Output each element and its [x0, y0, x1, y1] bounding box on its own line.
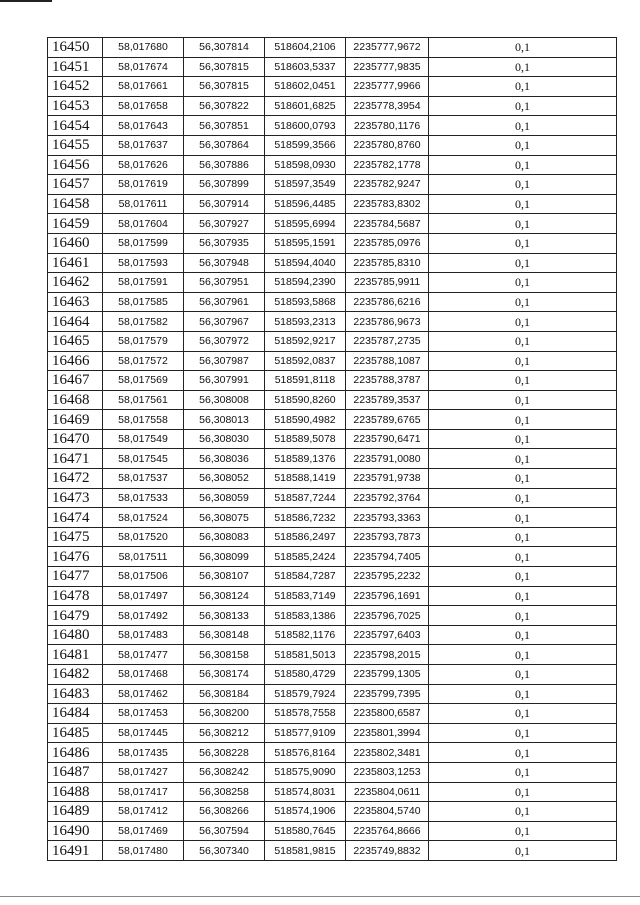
- accuracy-cell: 0,1: [429, 77, 617, 97]
- longitude-cell: 56,308258: [184, 782, 265, 802]
- table-row: [48, 273, 617, 293]
- point-number-cell: 16465: [48, 331, 103, 351]
- accuracy-cell: 0,1: [429, 194, 617, 214]
- table-row: [48, 841, 617, 861]
- point-number-cell: 16484: [48, 704, 103, 724]
- accuracy-cell: 0,1: [429, 586, 617, 606]
- x-coordinate-cell: 518587,7244: [265, 488, 346, 508]
- y-coordinate-cell: 2235780,1176: [346, 116, 429, 136]
- table-row: [48, 449, 617, 469]
- latitude-cell: 58,017477: [103, 645, 184, 665]
- accuracy-cell: 0,1: [429, 351, 617, 371]
- point-number-cell: 16472: [48, 469, 103, 489]
- longitude-cell: 56,308008: [184, 390, 265, 410]
- longitude-cell: 56,308036: [184, 449, 265, 469]
- point-number-cell: 16460: [48, 233, 103, 253]
- point-number-cell: 16456: [48, 155, 103, 175]
- y-coordinate-cell: 2235777,9672: [346, 38, 429, 58]
- latitude-cell: 58,017520: [103, 527, 184, 547]
- table-row: [48, 547, 617, 567]
- longitude-cell: 56,308148: [184, 625, 265, 645]
- accuracy-cell: 0,1: [429, 135, 617, 155]
- x-coordinate-cell: 518576,8164: [265, 743, 346, 763]
- latitude-cell: 58,017445: [103, 723, 184, 743]
- table-row: [48, 782, 617, 802]
- x-coordinate-cell: 518585,2424: [265, 547, 346, 567]
- y-coordinate-cell: 2235785,0976: [346, 233, 429, 253]
- longitude-cell: 56,307899: [184, 175, 265, 195]
- accuracy-cell: 0,1: [429, 38, 617, 58]
- point-number-cell: 16471: [48, 449, 103, 469]
- point-number-cell: 16474: [48, 508, 103, 528]
- x-coordinate-cell: 518577,9109: [265, 723, 346, 743]
- coordinates-table-body: [48, 38, 617, 861]
- longitude-cell: 56,307951: [184, 273, 265, 293]
- point-number-cell: 16459: [48, 214, 103, 234]
- latitude-cell: 58,017674: [103, 57, 184, 77]
- point-number-cell: 16455: [48, 135, 103, 155]
- latitude-cell: 58,017558: [103, 410, 184, 430]
- x-coordinate-cell: 518597,3549: [265, 175, 346, 195]
- accuracy-cell: 0,1: [429, 214, 617, 234]
- longitude-cell: 56,308099: [184, 547, 265, 567]
- accuracy-cell: 0,1: [429, 821, 617, 841]
- x-coordinate-cell: 518589,1376: [265, 449, 346, 469]
- y-coordinate-cell: 2235791,0080: [346, 449, 429, 469]
- latitude-cell: 58,017619: [103, 175, 184, 195]
- y-coordinate-cell: 2235804,0611: [346, 782, 429, 802]
- x-coordinate-cell: 518600,0793: [265, 116, 346, 136]
- point-number-cell: 16473: [48, 488, 103, 508]
- x-coordinate-cell: 518575,9090: [265, 762, 346, 782]
- latitude-cell: 58,017643: [103, 116, 184, 136]
- point-number-cell: 16477: [48, 567, 103, 587]
- point-number-cell: 16453: [48, 96, 103, 116]
- longitude-cell: 56,307851: [184, 116, 265, 136]
- latitude-cell: 58,017599: [103, 233, 184, 253]
- latitude-cell: 58,017427: [103, 762, 184, 782]
- accuracy-cell: 0,1: [429, 782, 617, 802]
- point-number-cell: 16481: [48, 645, 103, 665]
- y-coordinate-cell: 2235794,7405: [346, 547, 429, 567]
- table-row: [48, 606, 617, 626]
- longitude-cell: 56,308075: [184, 508, 265, 528]
- x-coordinate-cell: 518583,1386: [265, 606, 346, 626]
- x-coordinate-cell: 518592,0837: [265, 351, 346, 371]
- table-row: [48, 351, 617, 371]
- y-coordinate-cell: 2235785,9911: [346, 273, 429, 293]
- longitude-cell: 56,308013: [184, 410, 265, 430]
- latitude-cell: 58,017483: [103, 625, 184, 645]
- x-coordinate-cell: 518582,1176: [265, 625, 346, 645]
- x-coordinate-cell: 518574,8031: [265, 782, 346, 802]
- accuracy-cell: 0,1: [429, 841, 617, 861]
- table-row: [48, 253, 617, 273]
- longitude-cell: 56,308158: [184, 645, 265, 665]
- point-number-cell: 16488: [48, 782, 103, 802]
- point-number-cell: 16457: [48, 175, 103, 195]
- latitude-cell: 58,017561: [103, 390, 184, 410]
- latitude-cell: 58,017545: [103, 449, 184, 469]
- longitude-cell: 56,307815: [184, 77, 265, 97]
- y-coordinate-cell: 2235797,6403: [346, 625, 429, 645]
- longitude-cell: 56,308083: [184, 527, 265, 547]
- latitude-cell: 58,017604: [103, 214, 184, 234]
- longitude-cell: 56,308052: [184, 469, 265, 489]
- point-number-cell: 16489: [48, 802, 103, 822]
- y-coordinate-cell: 2235793,7873: [346, 527, 429, 547]
- point-number-cell: 16468: [48, 390, 103, 410]
- y-coordinate-cell: 2235782,9247: [346, 175, 429, 195]
- x-coordinate-cell: 518588,1419: [265, 469, 346, 489]
- accuracy-cell: 0,1: [429, 802, 617, 822]
- latitude-cell: 58,017480: [103, 841, 184, 861]
- table-row: [48, 527, 617, 547]
- table-row: [48, 645, 617, 665]
- table-row: [48, 116, 617, 136]
- longitude-cell: 56,307340: [184, 841, 265, 861]
- y-coordinate-cell: 2235801,3994: [346, 723, 429, 743]
- x-coordinate-cell: 518598,0930: [265, 155, 346, 175]
- table-row: [48, 567, 617, 587]
- accuracy-cell: 0,1: [429, 488, 617, 508]
- point-number-cell: 16476: [48, 547, 103, 567]
- point-number-cell: 16450: [48, 38, 103, 58]
- point-number-cell: 16483: [48, 684, 103, 704]
- latitude-cell: 58,017661: [103, 77, 184, 97]
- x-coordinate-cell: 518590,4982: [265, 410, 346, 430]
- latitude-cell: 58,017497: [103, 586, 184, 606]
- table-row: [48, 704, 617, 724]
- coordinates-table: [47, 37, 617, 861]
- latitude-cell: 58,017680: [103, 38, 184, 58]
- y-coordinate-cell: 2235777,9966: [346, 77, 429, 97]
- point-number-cell: 16478: [48, 586, 103, 606]
- y-coordinate-cell: 2235777,9835: [346, 57, 429, 77]
- x-coordinate-cell: 518579,7924: [265, 684, 346, 704]
- y-coordinate-cell: 2235803,1253: [346, 762, 429, 782]
- longitude-cell: 56,307886: [184, 155, 265, 175]
- accuracy-cell: 0,1: [429, 253, 617, 273]
- y-coordinate-cell: 2235764,8666: [346, 821, 429, 841]
- x-coordinate-cell: 518580,7645: [265, 821, 346, 841]
- y-coordinate-cell: 2235792,3764: [346, 488, 429, 508]
- longitude-cell: 56,307815: [184, 57, 265, 77]
- bottom-rule: [0, 896, 640, 897]
- x-coordinate-cell: 518591,8118: [265, 371, 346, 391]
- table-row: [48, 233, 617, 253]
- longitude-cell: 56,308184: [184, 684, 265, 704]
- table-row: [48, 723, 617, 743]
- latitude-cell: 58,017585: [103, 292, 184, 312]
- accuracy-cell: 0,1: [429, 508, 617, 528]
- latitude-cell: 58,017524: [103, 508, 184, 528]
- y-coordinate-cell: 2235780,8760: [346, 135, 429, 155]
- latitude-cell: 58,017469: [103, 821, 184, 841]
- y-coordinate-cell: 2235802,3481: [346, 743, 429, 763]
- latitude-cell: 58,017626: [103, 155, 184, 175]
- longitude-cell: 56,307914: [184, 194, 265, 214]
- y-coordinate-cell: 2235784,5687: [346, 214, 429, 234]
- point-number-cell: 16475: [48, 527, 103, 547]
- x-coordinate-cell: 518580,4729: [265, 665, 346, 685]
- table-row: [48, 390, 617, 410]
- table-row: [48, 508, 617, 528]
- longitude-cell: 56,308133: [184, 606, 265, 626]
- table-row: [48, 292, 617, 312]
- y-coordinate-cell: 2235796,7025: [346, 606, 429, 626]
- longitude-cell: 56,308124: [184, 586, 265, 606]
- table-row: [48, 586, 617, 606]
- x-coordinate-cell: 518590,8260: [265, 390, 346, 410]
- point-number-cell: 16466: [48, 351, 103, 371]
- y-coordinate-cell: 2235778,3954: [346, 96, 429, 116]
- y-coordinate-cell: 2235793,3363: [346, 508, 429, 528]
- latitude-cell: 58,017549: [103, 429, 184, 449]
- point-number-cell: 16461: [48, 253, 103, 273]
- latitude-cell: 58,017591: [103, 273, 184, 293]
- longitude-cell: 56,307927: [184, 214, 265, 234]
- x-coordinate-cell: 518574,1906: [265, 802, 346, 822]
- x-coordinate-cell: 518593,5868: [265, 292, 346, 312]
- accuracy-cell: 0,1: [429, 312, 617, 332]
- point-number-cell: 16467: [48, 371, 103, 391]
- x-coordinate-cell: 518583,7149: [265, 586, 346, 606]
- longitude-cell: 56,307822: [184, 96, 265, 116]
- table-row: [48, 312, 617, 332]
- accuracy-cell: 0,1: [429, 155, 617, 175]
- table-row: [48, 410, 617, 430]
- point-number-cell: 16490: [48, 821, 103, 841]
- accuracy-cell: 0,1: [429, 273, 617, 293]
- longitude-cell: 56,308212: [184, 723, 265, 743]
- table-row: [48, 762, 617, 782]
- table-row: [48, 214, 617, 234]
- accuracy-cell: 0,1: [429, 292, 617, 312]
- y-coordinate-cell: 2235785,8310: [346, 253, 429, 273]
- y-coordinate-cell: 2235799,1305: [346, 665, 429, 685]
- latitude-cell: 58,017435: [103, 743, 184, 763]
- point-number-cell: 16462: [48, 273, 103, 293]
- point-number-cell: 16486: [48, 743, 103, 763]
- longitude-cell: 56,307948: [184, 253, 265, 273]
- y-coordinate-cell: 2235786,6216: [346, 292, 429, 312]
- longitude-cell: 56,308107: [184, 567, 265, 587]
- x-coordinate-cell: 518594,2390: [265, 273, 346, 293]
- accuracy-cell: 0,1: [429, 175, 617, 195]
- accuracy-cell: 0,1: [429, 469, 617, 489]
- longitude-cell: 56,308030: [184, 429, 265, 449]
- latitude-cell: 58,017511: [103, 547, 184, 567]
- accuracy-cell: 0,1: [429, 390, 617, 410]
- accuracy-cell: 0,1: [429, 684, 617, 704]
- accuracy-cell: 0,1: [429, 762, 617, 782]
- longitude-cell: 56,308228: [184, 743, 265, 763]
- x-coordinate-cell: 518603,5337: [265, 57, 346, 77]
- y-coordinate-cell: 2235788,3787: [346, 371, 429, 391]
- accuracy-cell: 0,1: [429, 429, 617, 449]
- y-coordinate-cell: 2235804,5740: [346, 802, 429, 822]
- y-coordinate-cell: 2235789,3537: [346, 390, 429, 410]
- accuracy-cell: 0,1: [429, 645, 617, 665]
- point-number-cell: 16464: [48, 312, 103, 332]
- longitude-cell: 56,308200: [184, 704, 265, 724]
- point-number-cell: 16480: [48, 625, 103, 645]
- point-number-cell: 16491: [48, 841, 103, 861]
- x-coordinate-cell: 518595,1591: [265, 233, 346, 253]
- accuracy-cell: 0,1: [429, 96, 617, 116]
- x-coordinate-cell: 518595,6994: [265, 214, 346, 234]
- table-row: [48, 429, 617, 449]
- table-row: [48, 331, 617, 351]
- longitude-cell: 56,307967: [184, 312, 265, 332]
- table-row: [48, 821, 617, 841]
- table-row: [48, 488, 617, 508]
- latitude-cell: 58,017462: [103, 684, 184, 704]
- x-coordinate-cell: 518604,2106: [265, 38, 346, 58]
- y-coordinate-cell: 2235800,6587: [346, 704, 429, 724]
- table-row: [48, 96, 617, 116]
- latitude-cell: 58,017572: [103, 351, 184, 371]
- table-row: [48, 371, 617, 391]
- table-row: [48, 175, 617, 195]
- point-number-cell: 16463: [48, 292, 103, 312]
- x-coordinate-cell: 518593,2313: [265, 312, 346, 332]
- longitude-cell: 56,308242: [184, 762, 265, 782]
- accuracy-cell: 0,1: [429, 625, 617, 645]
- longitude-cell: 56,307864: [184, 135, 265, 155]
- point-number-cell: 16482: [48, 665, 103, 685]
- table-row: [48, 684, 617, 704]
- y-coordinate-cell: 2235790,6471: [346, 429, 429, 449]
- accuracy-cell: 0,1: [429, 567, 617, 587]
- longitude-cell: 56,307961: [184, 292, 265, 312]
- y-coordinate-cell: 2235783,8302: [346, 194, 429, 214]
- latitude-cell: 58,017533: [103, 488, 184, 508]
- y-coordinate-cell: 2235786,9673: [346, 312, 429, 332]
- latitude-cell: 58,017506: [103, 567, 184, 587]
- table-row: [48, 743, 617, 763]
- longitude-cell: 56,308059: [184, 488, 265, 508]
- x-coordinate-cell: 518601,6825: [265, 96, 346, 116]
- accuracy-cell: 0,1: [429, 57, 617, 77]
- point-number-cell: 16469: [48, 410, 103, 430]
- latitude-cell: 58,017417: [103, 782, 184, 802]
- accuracy-cell: 0,1: [429, 547, 617, 567]
- table-row: [48, 802, 617, 822]
- table-row: [48, 38, 617, 58]
- x-coordinate-cell: 518592,9217: [265, 331, 346, 351]
- point-number-cell: 16479: [48, 606, 103, 626]
- accuracy-cell: 0,1: [429, 704, 617, 724]
- table-row: [48, 469, 617, 489]
- accuracy-cell: 0,1: [429, 743, 617, 763]
- table-row: [48, 57, 617, 77]
- accuracy-cell: 0,1: [429, 723, 617, 743]
- y-coordinate-cell: 2235789,6765: [346, 410, 429, 430]
- table-row: [48, 77, 617, 97]
- longitude-cell: 56,307987: [184, 351, 265, 371]
- point-number-cell: 16487: [48, 762, 103, 782]
- table-row: [48, 155, 617, 175]
- point-number-cell: 16451: [48, 57, 103, 77]
- y-coordinate-cell: 2235787,2735: [346, 331, 429, 351]
- x-coordinate-cell: 518586,7232: [265, 508, 346, 528]
- x-coordinate-cell: 518589,5078: [265, 429, 346, 449]
- latitude-cell: 58,017468: [103, 665, 184, 685]
- y-coordinate-cell: 2235796,1691: [346, 586, 429, 606]
- latitude-cell: 58,017611: [103, 194, 184, 214]
- y-coordinate-cell: 2235749,8832: [346, 841, 429, 861]
- top-rule: [0, 0, 52, 2]
- longitude-cell: 56,307814: [184, 38, 265, 58]
- point-number-cell: 16485: [48, 723, 103, 743]
- latitude-cell: 58,017412: [103, 802, 184, 822]
- x-coordinate-cell: 518599,3566: [265, 135, 346, 155]
- latitude-cell: 58,017658: [103, 96, 184, 116]
- latitude-cell: 58,017492: [103, 606, 184, 626]
- x-coordinate-cell: 518596,4485: [265, 194, 346, 214]
- y-coordinate-cell: 2235791,9738: [346, 469, 429, 489]
- y-coordinate-cell: 2235795,2232: [346, 567, 429, 587]
- longitude-cell: 56,307991: [184, 371, 265, 391]
- point-number-cell: 16470: [48, 429, 103, 449]
- y-coordinate-cell: 2235782,1778: [346, 155, 429, 175]
- y-coordinate-cell: 2235788,1087: [346, 351, 429, 371]
- table-row: [48, 665, 617, 685]
- accuracy-cell: 0,1: [429, 233, 617, 253]
- x-coordinate-cell: 518581,5013: [265, 645, 346, 665]
- point-number-cell: 16458: [48, 194, 103, 214]
- accuracy-cell: 0,1: [429, 410, 617, 430]
- x-coordinate-cell: 518586,2497: [265, 527, 346, 547]
- x-coordinate-cell: 518594,4040: [265, 253, 346, 273]
- latitude-cell: 58,017593: [103, 253, 184, 273]
- longitude-cell: 56,308266: [184, 802, 265, 822]
- accuracy-cell: 0,1: [429, 371, 617, 391]
- table-row: [48, 135, 617, 155]
- accuracy-cell: 0,1: [429, 527, 617, 547]
- table-row: [48, 625, 617, 645]
- latitude-cell: 58,017569: [103, 371, 184, 391]
- longitude-cell: 56,308174: [184, 665, 265, 685]
- x-coordinate-cell: 518584,7287: [265, 567, 346, 587]
- x-coordinate-cell: 518578,7558: [265, 704, 346, 724]
- point-number-cell: 16454: [48, 116, 103, 136]
- longitude-cell: 56,307972: [184, 331, 265, 351]
- point-number-cell: 16452: [48, 77, 103, 97]
- y-coordinate-cell: 2235798,2015: [346, 645, 429, 665]
- latitude-cell: 58,017637: [103, 135, 184, 155]
- table-row: [48, 194, 617, 214]
- x-coordinate-cell: 518581,9815: [265, 841, 346, 861]
- latitude-cell: 58,017537: [103, 469, 184, 489]
- accuracy-cell: 0,1: [429, 331, 617, 351]
- accuracy-cell: 0,1: [429, 116, 617, 136]
- y-coordinate-cell: 2235799,7395: [346, 684, 429, 704]
- latitude-cell: 58,017582: [103, 312, 184, 332]
- longitude-cell: 56,307594: [184, 821, 265, 841]
- x-coordinate-cell: 518602,0451: [265, 77, 346, 97]
- accuracy-cell: 0,1: [429, 449, 617, 469]
- longitude-cell: 56,307935: [184, 233, 265, 253]
- latitude-cell: 58,017579: [103, 331, 184, 351]
- accuracy-cell: 0,1: [429, 665, 617, 685]
- latitude-cell: 58,017453: [103, 704, 184, 724]
- accuracy-cell: 0,1: [429, 606, 617, 626]
